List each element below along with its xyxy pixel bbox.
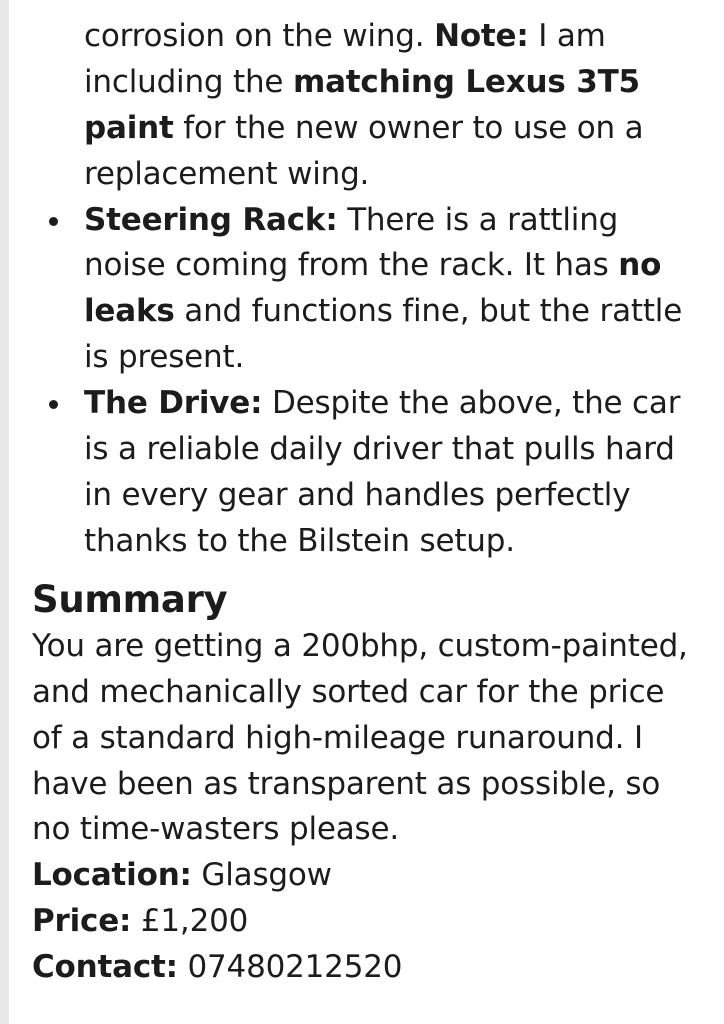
bullet-text-after-bold: and functions fine, but the rattle is present. (84, 293, 683, 376)
detail-price (32, 899, 690, 945)
continued-paragraph (84, 14, 690, 198)
detail-price-label: Price: (32, 903, 132, 940)
document-content (32, 14, 690, 991)
list-item (84, 198, 690, 382)
summary-heading: Summary (32, 577, 228, 621)
detail-location-value: Glasgow (191, 857, 332, 894)
bullet-text-drive: Despite the above, the car is a reliable daily driver that pulls hard in every gear and handles perfectly thanks to the Bilstein setup. (84, 385, 681, 559)
bullet-text-before-bold: There is a rattling noise coming from the rack. It has (84, 201, 619, 284)
bullet-label-the-drive: The Drive: (84, 385, 263, 421)
bullet-dot-icon (49, 217, 58, 226)
matching-paint-bold: matching Lexus 3T5 paint (84, 63, 640, 146)
summary-paragraph: You are getting a 200bhp, custom-painted, and mechanically sorted car for the price of a standard high-mileage runaround. I have been as transparent as possible, so no time-wasters please. (32, 627, 688, 848)
bullet-dot-icon (49, 400, 58, 409)
paragraph-lead-text: corrosion on the wing. (84, 18, 435, 54)
bullet-bold-no-leaks: no leaks (84, 247, 662, 330)
detail-contact-value: 07480212520 (177, 949, 403, 986)
list-item (84, 381, 690, 565)
paragraph-after-note-text: I am including the (84, 18, 606, 100)
left-edge-strip (0, 0, 9, 1024)
detail-location (32, 853, 690, 899)
detail-contact (32, 945, 690, 991)
detail-price-value: £1,200 (131, 903, 249, 940)
paragraph-tail-text: for the new owner to use on a replacement wing. (84, 109, 644, 192)
note-label: Note: (434, 18, 529, 54)
detail-location-label: Location: (32, 857, 192, 894)
issues-list (32, 198, 690, 565)
bullet-label-steering-rack: Steering Rack: (84, 201, 338, 238)
detail-contact-label: Contact: (32, 949, 178, 986)
